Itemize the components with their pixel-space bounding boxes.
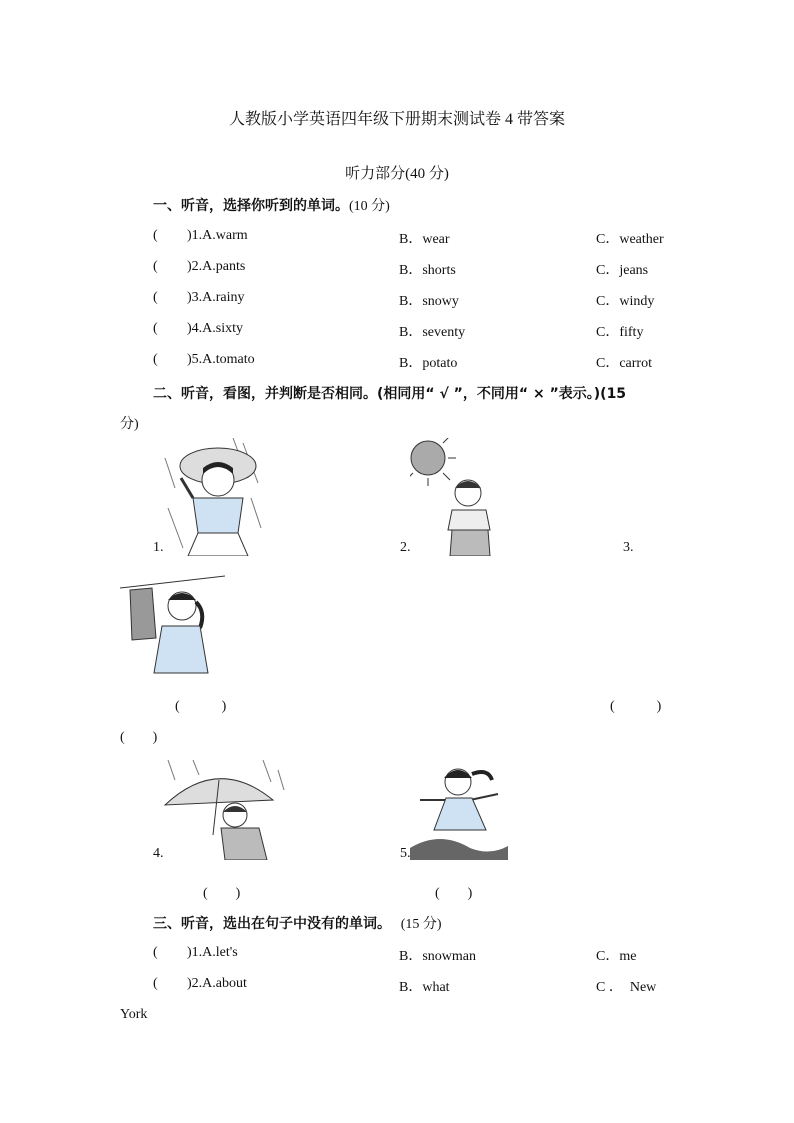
section3-heading	[153, 913, 442, 933]
option-b: B．shorts	[399, 263, 456, 278]
s1-question-row	[153, 321, 673, 341]
picture-windy-girl	[163, 438, 263, 556]
option-a: )2.A.pants	[187, 259, 246, 274]
option-a: )4.A.sixty	[187, 321, 243, 336]
option-a: )3.A.rainy	[187, 290, 245, 305]
option-b: B．what	[399, 980, 450, 995]
option-a: )1.A.warm	[187, 228, 248, 243]
option-a: )5.A.tomato	[187, 352, 255, 367]
option-b: B．wear	[399, 232, 450, 247]
option-c: C ． New	[596, 980, 657, 995]
option-c: C．windy	[596, 294, 655, 309]
answer-blank[interactable]: ( )	[203, 886, 241, 901]
section1-points: (10 分)	[349, 199, 390, 214]
picture-puddle-girl	[410, 760, 508, 860]
option-c: C．fifty	[596, 325, 644, 340]
option-c: C．carrot	[596, 356, 652, 371]
option-c: C．weather	[596, 232, 664, 247]
option-c-wrap: York	[120, 1007, 148, 1022]
picture-sunny-boy	[410, 438, 502, 556]
s1-question-row	[153, 259, 673, 279]
s3-question-row	[153, 976, 673, 996]
section1-heading-text: 一、听音，选择你听到的单词。	[153, 198, 349, 214]
option-b: B．snowman	[399, 949, 476, 964]
picture-number: 5.	[400, 846, 411, 861]
answer-paren: (	[153, 290, 158, 305]
section3-heading-text: 三、听音，选出在句子中没有的单词。	[153, 916, 391, 932]
picture-girl-clothes	[120, 568, 225, 680]
listening-header: 听力部分(40 分)	[345, 166, 449, 182]
answer-paren: (	[153, 228, 158, 243]
option-a: )1.A.let's	[187, 945, 238, 960]
option-c: C．jeans	[596, 263, 649, 278]
option-b: B．potato	[399, 356, 458, 371]
option-b: B．seventy	[399, 325, 466, 340]
picture-number: 3.	[623, 540, 634, 555]
page-title: 人教版小学英语四年级下册期末测试卷 4 带答案	[228, 111, 565, 128]
picture-number: 2.	[400, 540, 411, 555]
answer-paren: (	[153, 976, 158, 991]
s1-question-row	[153, 228, 673, 248]
picture-number: 1.	[153, 540, 164, 555]
option-b: B．snowy	[399, 294, 459, 309]
section2-heading: 二、听音，看图，并判断是否相同。(相同用“ √ ”，不同用“ × ”表示。)(15	[153, 386, 627, 402]
answer-paren: (	[153, 352, 158, 367]
picture-number: 4.	[153, 846, 164, 861]
answer-paren: (	[153, 259, 158, 274]
option-a: )2.A.about	[187, 976, 247, 991]
s3-question-row	[153, 945, 673, 965]
s1-question-row	[153, 352, 673, 372]
s1-question-row	[153, 290, 673, 310]
answer-blank[interactable]: ( )	[610, 699, 662, 714]
picture-rainy-umbrella	[163, 760, 285, 860]
answer-paren: (	[153, 945, 158, 960]
answer-blank[interactable]: ( )	[120, 730, 158, 745]
section2-heading-wrap: 分)	[120, 417, 139, 432]
answer-blank[interactable]: ( )	[435, 886, 473, 901]
section1-heading	[153, 195, 390, 215]
answer-blank[interactable]: ( )	[175, 699, 227, 714]
answer-paren: (	[153, 321, 158, 336]
option-c: C．me	[596, 949, 637, 964]
section3-points: (15 分)	[400, 917, 442, 932]
